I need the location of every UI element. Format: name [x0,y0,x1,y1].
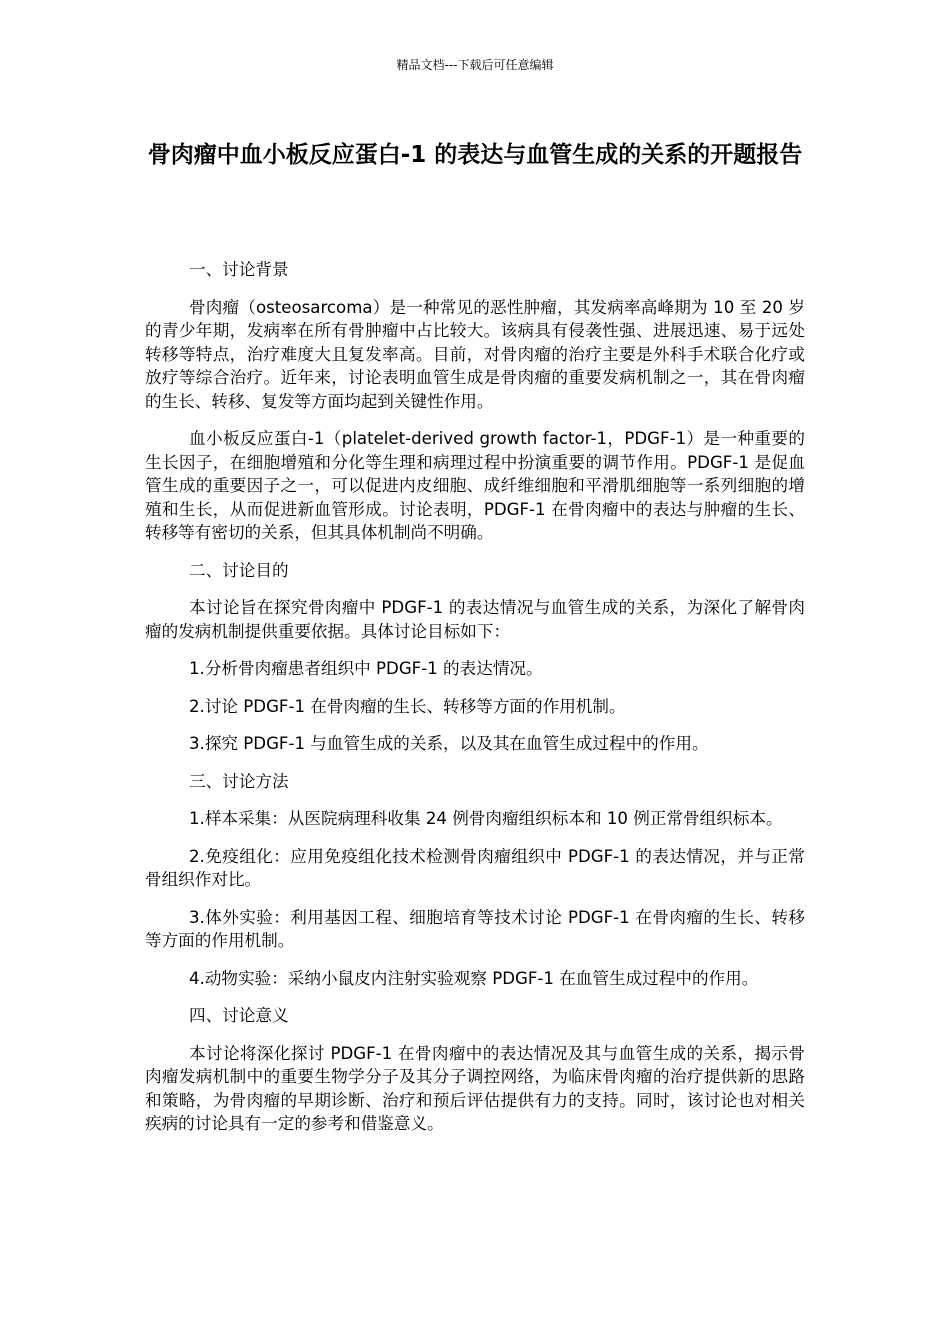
method-2: 2.免疫组化：应用免疫组化技术检测骨肉瘤组织中 PDGF-1 的表达情况，并与正常骨组织作对比。 [145,846,805,889]
significance-paragraph: 本讨论将深化探讨 PDGF-1 在骨肉瘤中的表达情况及其与血管生成的关系，揭示骨肉瘤发病机制中的重要生物学分子及其分子调控网络，为临床骨肉瘤的治疗提供新的思路和策略，为骨肉瘤的早期诊断、治疗和预后评估提供有力的支持。同时，该讨论也对相关疾病的讨论具有一定的参考和借鉴意义。 [145,1043,805,1133]
section-heading-methods: 三、讨论方法 [189,771,289,791]
purpose-goal-2: 2.讨论 PDGF-1 在骨肉瘤的生长、转移等方面的作用机制。 [189,696,626,716]
method-3: 3.体外实验：利用基因工程、细胞培育等技术讨论 PDGF-1 在骨肉瘤的生长、转移等方面的作用机制。 [145,907,805,950]
purpose-goal-1: 1.分析骨肉瘤患者组织中 PDGF-1 的表达情况。 [189,659,543,678]
document-body [145,258,805,1150]
section-heading-purpose: 二、讨论目的 [189,560,289,580]
purpose-intro: 本讨论旨在探究骨肉瘤中 PDGF-1 的表达情况与血管生成的关系，为深化了解骨肉瘤的发病机制提供重要依据。具体讨论目标如下： [145,598,805,641]
purpose-goal-3: 3.探究 PDGF-1 与血管生成的关系，以及其在血管生成过程中的作用。 [189,734,709,753]
background-paragraph-1: 骨肉瘤（osteosarcoma）是一种常见的恶性肿瘤，其发病率高峰期为 10 至 20 岁的青少年期，发病率在所有骨肿瘤中占比较大。该病具有侵袭性强、进展迅速、易于远处转移等特点，治疗难度大且复发率高。目前，对骨肉瘤的治疗主要是外科手术联合化疗或放疗等综合治疗。近年来，讨论表明血管生成是骨肉瘤的重要发病机制之一，其在骨肉瘤的生长、转移、复发等方面均起到关键性作用。 [145,297,805,411]
background-paragraph-2: 血小板反应蛋白-1（platelet-derived growth factor-1，PDGF-1）是一种重要的生长因子，在细胞增殖和分化等生理和病理过程中扮演重要的调节作用。PDGF-1 是促血管生成的重要因子之一，可以促进内皮细胞、成纤维细胞和平滑肌细胞等一系列细胞的增殖和生长，从而促进新血管形成。讨论表明，PDGF-1 在骨肉瘤中的表达与肿瘤的生长、转移等有密切的关系，但其具体机制尚不明确。 [145,429,805,542]
method-1: 1.样本采集：从医院病理科收集 24 例骨肉瘤组织标本和 10 例正常骨组织标本。 [189,809,783,828]
page-header-watermark: 精品文档---下载后可任意编辑 [396,58,554,72]
method-4: 4.动物实验：采纳小鼠皮内注射实验观察 PDGF-1 在血管生成过程中的作用。 [189,968,759,988]
document-title: 骨肉瘤中血小板反应蛋白-1 的表达与血管生成的关系的开题报告 [147,142,803,168]
section-heading-significance: 四、讨论意义 [189,1006,289,1025]
section-heading-background: 一、讨论背景 [189,260,289,279]
